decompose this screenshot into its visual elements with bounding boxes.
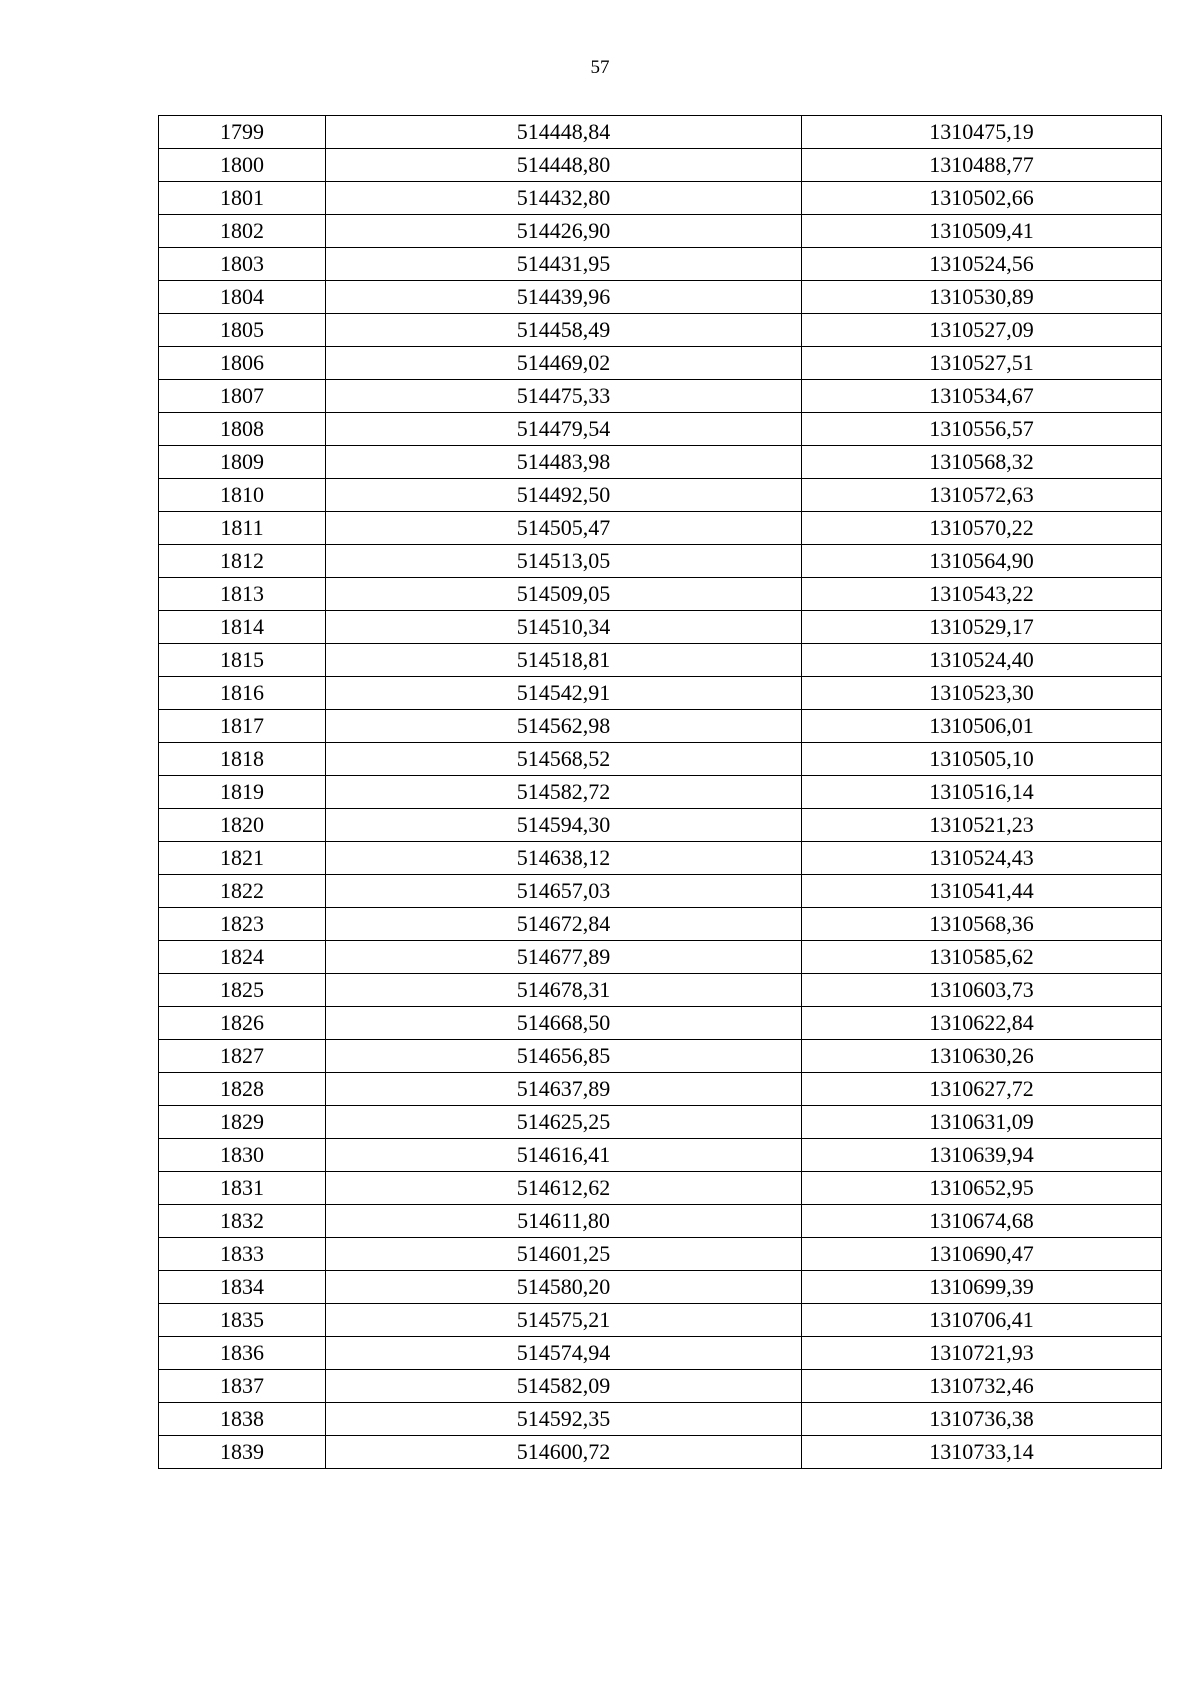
- table-row: [159, 1238, 1162, 1271]
- x-coordinate-cell: 514616,41: [326, 1139, 802, 1172]
- table-row: [159, 1040, 1162, 1073]
- x-coordinate-cell: 514592,35: [326, 1403, 802, 1436]
- point-number-cell: 1833: [159, 1238, 326, 1271]
- table-row: [159, 545, 1162, 578]
- table-row: [159, 644, 1162, 677]
- table-row: [159, 809, 1162, 842]
- table-row: [159, 710, 1162, 743]
- x-coordinate-cell: 514469,02: [326, 347, 802, 380]
- point-number-cell: 1832: [159, 1205, 326, 1238]
- table-row: [159, 776, 1162, 809]
- y-coordinate-cell: 1310568,36: [802, 908, 1162, 941]
- y-coordinate-cell: 1310543,22: [802, 578, 1162, 611]
- y-coordinate-cell: 1310505,10: [802, 743, 1162, 776]
- y-coordinate-cell: 1310509,41: [802, 215, 1162, 248]
- table-row: [159, 875, 1162, 908]
- y-coordinate-cell: 1310488,77: [802, 149, 1162, 182]
- point-number-cell: 1830: [159, 1139, 326, 1172]
- x-coordinate-cell: 514601,25: [326, 1238, 802, 1271]
- table-row: [159, 248, 1162, 281]
- point-number-cell: 1826: [159, 1007, 326, 1040]
- y-coordinate-cell: 1310732,46: [802, 1370, 1162, 1403]
- x-coordinate-cell: 514575,21: [326, 1304, 802, 1337]
- point-number-cell: 1806: [159, 347, 326, 380]
- point-number-cell: 1813: [159, 578, 326, 611]
- x-coordinate-cell: 514582,72: [326, 776, 802, 809]
- x-coordinate-cell: 514479,54: [326, 413, 802, 446]
- coordinates-table: [158, 115, 1162, 1469]
- x-coordinate-cell: 514668,50: [326, 1007, 802, 1040]
- y-coordinate-cell: 1310706,41: [802, 1304, 1162, 1337]
- x-coordinate-cell: 514510,34: [326, 611, 802, 644]
- y-coordinate-cell: 1310690,47: [802, 1238, 1162, 1271]
- point-number-cell: 1824: [159, 941, 326, 974]
- point-number-cell: 1802: [159, 215, 326, 248]
- table-row: [159, 116, 1162, 149]
- point-number-cell: 1814: [159, 611, 326, 644]
- point-number-cell: 1837: [159, 1370, 326, 1403]
- y-coordinate-cell: 1310524,56: [802, 248, 1162, 281]
- point-number-cell: 1810: [159, 479, 326, 512]
- point-number-cell: 1820: [159, 809, 326, 842]
- x-coordinate-cell: 514542,91: [326, 677, 802, 710]
- y-coordinate-cell: 1310530,89: [802, 281, 1162, 314]
- table-row: [159, 842, 1162, 875]
- point-number-cell: 1800: [159, 149, 326, 182]
- point-number-cell: 1807: [159, 380, 326, 413]
- table-row: [159, 446, 1162, 479]
- table-row: [159, 215, 1162, 248]
- y-coordinate-cell: 1310529,17: [802, 611, 1162, 644]
- table-row: [159, 908, 1162, 941]
- table-row: [159, 413, 1162, 446]
- point-number-cell: 1822: [159, 875, 326, 908]
- point-number-cell: 1799: [159, 116, 326, 149]
- x-coordinate-cell: 514431,95: [326, 248, 802, 281]
- y-coordinate-cell: 1310534,67: [802, 380, 1162, 413]
- x-coordinate-cell: 514574,94: [326, 1337, 802, 1370]
- y-coordinate-cell: 1310630,26: [802, 1040, 1162, 1073]
- point-number-cell: 1805: [159, 314, 326, 347]
- table-row: [159, 941, 1162, 974]
- table-row: [159, 380, 1162, 413]
- point-number-cell: 1818: [159, 743, 326, 776]
- y-coordinate-cell: 1310674,68: [802, 1205, 1162, 1238]
- point-number-cell: 1828: [159, 1073, 326, 1106]
- point-number-cell: 1809: [159, 446, 326, 479]
- point-number-cell: 1821: [159, 842, 326, 875]
- page-number: 57: [590, 57, 610, 78]
- point-number-cell: 1804: [159, 281, 326, 314]
- point-number-cell: 1839: [159, 1436, 326, 1469]
- table-row: [159, 1106, 1162, 1139]
- x-coordinate-cell: 514513,05: [326, 545, 802, 578]
- table-row: [159, 974, 1162, 1007]
- x-coordinate-cell: 514426,90: [326, 215, 802, 248]
- y-coordinate-cell: 1310570,22: [802, 512, 1162, 545]
- point-number-cell: 1825: [159, 974, 326, 1007]
- table-row: [159, 1271, 1162, 1304]
- table-row: [159, 1139, 1162, 1172]
- x-coordinate-cell: 514580,20: [326, 1271, 802, 1304]
- x-coordinate-cell: 514625,25: [326, 1106, 802, 1139]
- table-row: [159, 314, 1162, 347]
- y-coordinate-cell: 1310585,62: [802, 941, 1162, 974]
- x-coordinate-cell: 514448,84: [326, 116, 802, 149]
- table-row: [159, 149, 1162, 182]
- point-number-cell: 1838: [159, 1403, 326, 1436]
- table-row: [159, 1337, 1162, 1370]
- x-coordinate-cell: 514432,80: [326, 182, 802, 215]
- y-coordinate-cell: 1310506,01: [802, 710, 1162, 743]
- x-coordinate-cell: 514509,05: [326, 578, 802, 611]
- y-coordinate-cell: 1310736,38: [802, 1403, 1162, 1436]
- x-coordinate-cell: 514656,85: [326, 1040, 802, 1073]
- x-coordinate-cell: 514439,96: [326, 281, 802, 314]
- x-coordinate-cell: 514475,33: [326, 380, 802, 413]
- table-row: [159, 1370, 1162, 1403]
- y-coordinate-cell: 1310556,57: [802, 413, 1162, 446]
- y-coordinate-cell: 1310524,40: [802, 644, 1162, 677]
- x-coordinate-cell: 514448,80: [326, 149, 802, 182]
- x-coordinate-cell: 514678,31: [326, 974, 802, 1007]
- y-coordinate-cell: 1310527,09: [802, 314, 1162, 347]
- table-row: [159, 1205, 1162, 1238]
- y-coordinate-cell: 1310639,94: [802, 1139, 1162, 1172]
- table-row: [159, 1304, 1162, 1337]
- table-row: [159, 182, 1162, 215]
- table-row: [159, 611, 1162, 644]
- y-coordinate-cell: 1310564,90: [802, 545, 1162, 578]
- y-coordinate-cell: 1310603,73: [802, 974, 1162, 1007]
- x-coordinate-cell: 514492,50: [326, 479, 802, 512]
- point-number-cell: 1812: [159, 545, 326, 578]
- x-coordinate-cell: 514568,52: [326, 743, 802, 776]
- point-number-cell: 1817: [159, 710, 326, 743]
- point-number-cell: 1801: [159, 182, 326, 215]
- x-coordinate-cell: 514582,09: [326, 1370, 802, 1403]
- y-coordinate-cell: 1310523,30: [802, 677, 1162, 710]
- y-coordinate-cell: 1310622,84: [802, 1007, 1162, 1040]
- y-coordinate-cell: 1310572,63: [802, 479, 1162, 512]
- point-number-cell: 1811: [159, 512, 326, 545]
- table-row: [159, 1403, 1162, 1436]
- y-coordinate-cell: 1310733,14: [802, 1436, 1162, 1469]
- x-coordinate-cell: 514611,80: [326, 1205, 802, 1238]
- x-coordinate-cell: 514562,98: [326, 710, 802, 743]
- table-row: [159, 677, 1162, 710]
- y-coordinate-cell: 1310475,19: [802, 116, 1162, 149]
- point-number-cell: 1819: [159, 776, 326, 809]
- point-number-cell: 1815: [159, 644, 326, 677]
- x-coordinate-cell: 514600,72: [326, 1436, 802, 1469]
- coordinates-table-body: [159, 116, 1162, 1469]
- x-coordinate-cell: 514594,30: [326, 809, 802, 842]
- table-row: [159, 578, 1162, 611]
- point-number-cell: 1831: [159, 1172, 326, 1205]
- point-number-cell: 1835: [159, 1304, 326, 1337]
- point-number-cell: 1816: [159, 677, 326, 710]
- table-row: [159, 743, 1162, 776]
- x-coordinate-cell: 514657,03: [326, 875, 802, 908]
- x-coordinate-cell: 514505,47: [326, 512, 802, 545]
- point-number-cell: 1803: [159, 248, 326, 281]
- y-coordinate-cell: 1310541,44: [802, 875, 1162, 908]
- x-coordinate-cell: 514638,12: [326, 842, 802, 875]
- point-number-cell: 1827: [159, 1040, 326, 1073]
- y-coordinate-cell: 1310652,95: [802, 1172, 1162, 1205]
- y-coordinate-cell: 1310721,93: [802, 1337, 1162, 1370]
- y-coordinate-cell: 1310699,39: [802, 1271, 1162, 1304]
- point-number-cell: 1834: [159, 1271, 326, 1304]
- x-coordinate-cell: 514483,98: [326, 446, 802, 479]
- table-row: [159, 479, 1162, 512]
- y-coordinate-cell: 1310502,66: [802, 182, 1162, 215]
- table-row: [159, 1436, 1162, 1469]
- x-coordinate-cell: 514672,84: [326, 908, 802, 941]
- y-coordinate-cell: 1310521,23: [802, 809, 1162, 842]
- table-row: [159, 347, 1162, 380]
- x-coordinate-cell: 514637,89: [326, 1073, 802, 1106]
- y-coordinate-cell: 1310631,09: [802, 1106, 1162, 1139]
- table-row: [159, 1073, 1162, 1106]
- point-number-cell: 1808: [159, 413, 326, 446]
- point-number-cell: 1836: [159, 1337, 326, 1370]
- x-coordinate-cell: 514518,81: [326, 644, 802, 677]
- y-coordinate-cell: 1310524,43: [802, 842, 1162, 875]
- x-coordinate-cell: 514612,62: [326, 1172, 802, 1205]
- y-coordinate-cell: 1310516,14: [802, 776, 1162, 809]
- y-coordinate-cell: 1310527,51: [802, 347, 1162, 380]
- point-number-cell: 1823: [159, 908, 326, 941]
- table-row: [159, 281, 1162, 314]
- y-coordinate-cell: 1310568,32: [802, 446, 1162, 479]
- x-coordinate-cell: 514458,49: [326, 314, 802, 347]
- point-number-cell: 1829: [159, 1106, 326, 1139]
- y-coordinate-cell: 1310627,72: [802, 1073, 1162, 1106]
- table-row: [159, 1172, 1162, 1205]
- table-row: [159, 512, 1162, 545]
- x-coordinate-cell: 514677,89: [326, 941, 802, 974]
- table-row: [159, 1007, 1162, 1040]
